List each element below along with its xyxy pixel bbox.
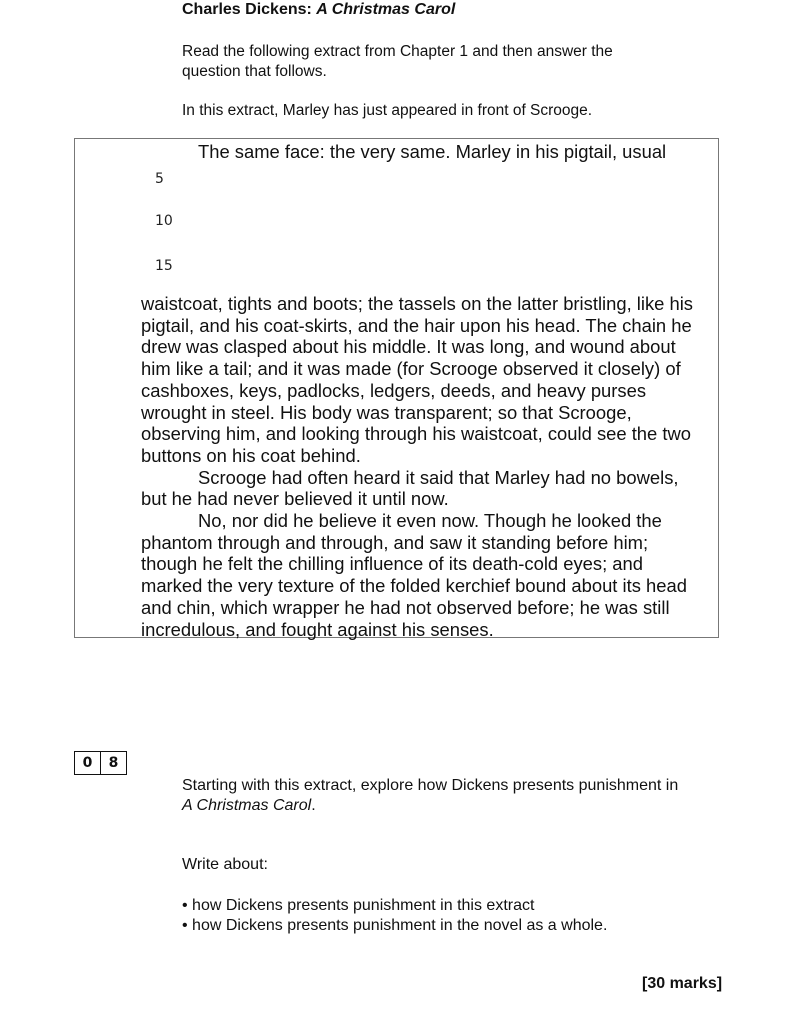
author-name: Charles Dickens: (182, 1, 317, 18)
extract-line: though he felt the chilling influence of its death-cold eyes; and (141, 553, 643, 575)
question-number-digit: 0 (82, 755, 93, 771)
question-number-digit: 8 (100, 752, 126, 774)
extract-line: drew was clasped about his middle. It was long, and wound about (141, 336, 676, 358)
extract-line: and chin, which wrapper he had not observed before; he was still (141, 596, 670, 618)
extract-line: pigtail, and his coat-skirts, and the hair upon his head. The chain he (141, 314, 692, 336)
question-prompt-end: . (311, 797, 316, 814)
write-about-heading: Write about: (182, 856, 268, 873)
line-number-15: 15 (155, 258, 173, 274)
question-number-box (74, 751, 127, 775)
extract-line: phantom through and through, and saw it standing before him; (141, 531, 649, 553)
extract-line: observing him, and looking through his waistcoat, could see the two (141, 423, 691, 445)
extract-line: incredulous, and fought against his senses. (141, 618, 494, 640)
extract-line: him like a tail; and it was made (for Scrooge observed it closely) of (141, 358, 681, 380)
extract-line: No, nor did he believe it even now. Though he looked the (198, 510, 662, 531)
instruction-line-1: Read the following extract from Chapter 1 and then answer the (182, 43, 613, 60)
marks-label: [30 marks] (642, 975, 723, 992)
extract-line: wrought in steel. His body was transparent; so that Scrooge, (141, 401, 632, 423)
question-book-title: A Christmas Carol (182, 797, 312, 814)
extract-line: buttons on his coat behind. (141, 444, 361, 466)
extract-first-line: The same face: the very same. Marley in his pigtail, usual (198, 141, 667, 162)
instruction-text (182, 42, 722, 82)
extract-line: waistcoat, tights and boots; the tassels on the latter bristling, like his (141, 293, 694, 314)
line-number-5: 5 (155, 171, 164, 187)
paper-header (182, 1, 455, 19)
context-text: In this extract, Marley has just appeared in front of Scrooge. (182, 102, 593, 119)
instruction-line-2: question that follows. (182, 63, 327, 80)
bullet-point-2: • how Dickens presents punishment in the novel as a whole. (182, 917, 608, 934)
bullet-point-1: • how Dickens presents punishment in this extract (182, 897, 535, 914)
book-title: A Christmas Carol (316, 1, 456, 18)
extract-line: cashboxes, keys, padlocks, ledgers, deeds, and heavy purses (141, 379, 647, 401)
extract-line: marked the very texture of the folded kerchief bound about its head (141, 575, 687, 597)
extract-line: but he had never believed it until now. (141, 488, 449, 510)
extract-line: Scrooge had often heard it said that Marley had no bowels, (198, 466, 679, 488)
question-prompt-line-2 (182, 796, 316, 816)
question-prompt-line-1: Starting with this extract, explore how Dickens presents punishment in (182, 777, 679, 794)
line-number-10: 10 (155, 213, 173, 229)
